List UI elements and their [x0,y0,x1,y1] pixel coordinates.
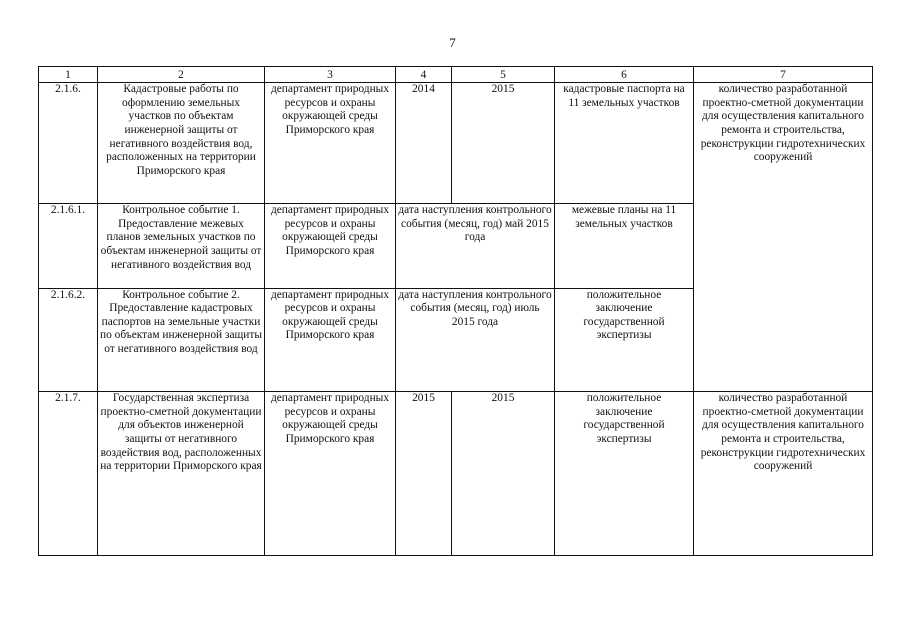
row-department: департамент природных ресурсов и охраны окружающей среды Приморского края [265,83,396,204]
page-number: 7 [449,35,456,50]
row-department: департамент природных ресурсов и охраны окружающей среды Приморского края [265,204,396,288]
row-number: 2.1.6. [39,83,98,204]
row-number: 2.1.6.2. [39,288,98,392]
row-start-year: 2015 [396,392,452,556]
header-cell: 6 [555,67,694,83]
row-end-year: 2015 [452,83,555,204]
header-cell: 3 [265,67,396,83]
row-event-date: дата наступления контрольного события (месяц, год) май 2015 года [396,204,555,288]
header-cell: 7 [694,67,873,83]
row-number: 2.1.7. [39,392,98,556]
header-cell: 5 [452,67,555,83]
row-department: департамент природных ресурсов и охраны окружающей среды Приморского края [265,392,396,556]
row-indicator: количество разработанной проектно-сметной документации для осуществления капитального ремонта и строительства, реконструкции гидротехнических сооружений [694,392,873,556]
row-event-date: дата наступления контрольного события (месяц, год) июль 2015 года [396,288,555,392]
row-end-year: 2015 [452,392,555,556]
row-result: межевые планы на 11 земельных участков [555,204,694,288]
row-number: 2.1.6.1. [39,204,98,288]
row-result: положительное заключение государственной экспертизы [555,392,694,556]
header-cell: 4 [396,67,452,83]
row-title: Кадастровые работы по оформлению земельных участков по объектам инженерной защиты от негативного воздействия вод, расположенных на территории Приморского края [98,83,265,204]
row-result: положительное заключение государственной экспертизы [555,288,694,392]
row-result: кадастровые паспорта на 11 земельных участков [555,83,694,204]
row-department: департамент природных ресурсов и охраны окружающей среды Приморского края [265,288,396,392]
row-title: Контрольное событие 2. Предоставление кадастровых паспортов на земельные участки по объектам инженерной защиты от негативного воздействия вод [98,288,265,392]
header-cell: 2 [98,67,265,83]
header-cell: 1 [39,67,98,83]
program-table [38,66,873,556]
table-row [39,392,873,556]
row-title: Государственная экспертиза проектно-сметной документации для объектов инженерной защиты от негативного воздействия вод, расположенных на территории Приморского края [98,392,265,556]
row-indicator: количество разработанной проектно-сметной документации для осуществления капитального ремонта и строительства, реконструкции гидротехнических сооружений [694,83,873,392]
row-title: Контрольное событие 1. Предоставление межевых планов земельных участков по объектам инженерной защиты от негативного воздействия вод [98,204,265,288]
row-start-year: 2014 [396,83,452,204]
table-header-row [39,67,873,83]
table-row [39,83,873,204]
